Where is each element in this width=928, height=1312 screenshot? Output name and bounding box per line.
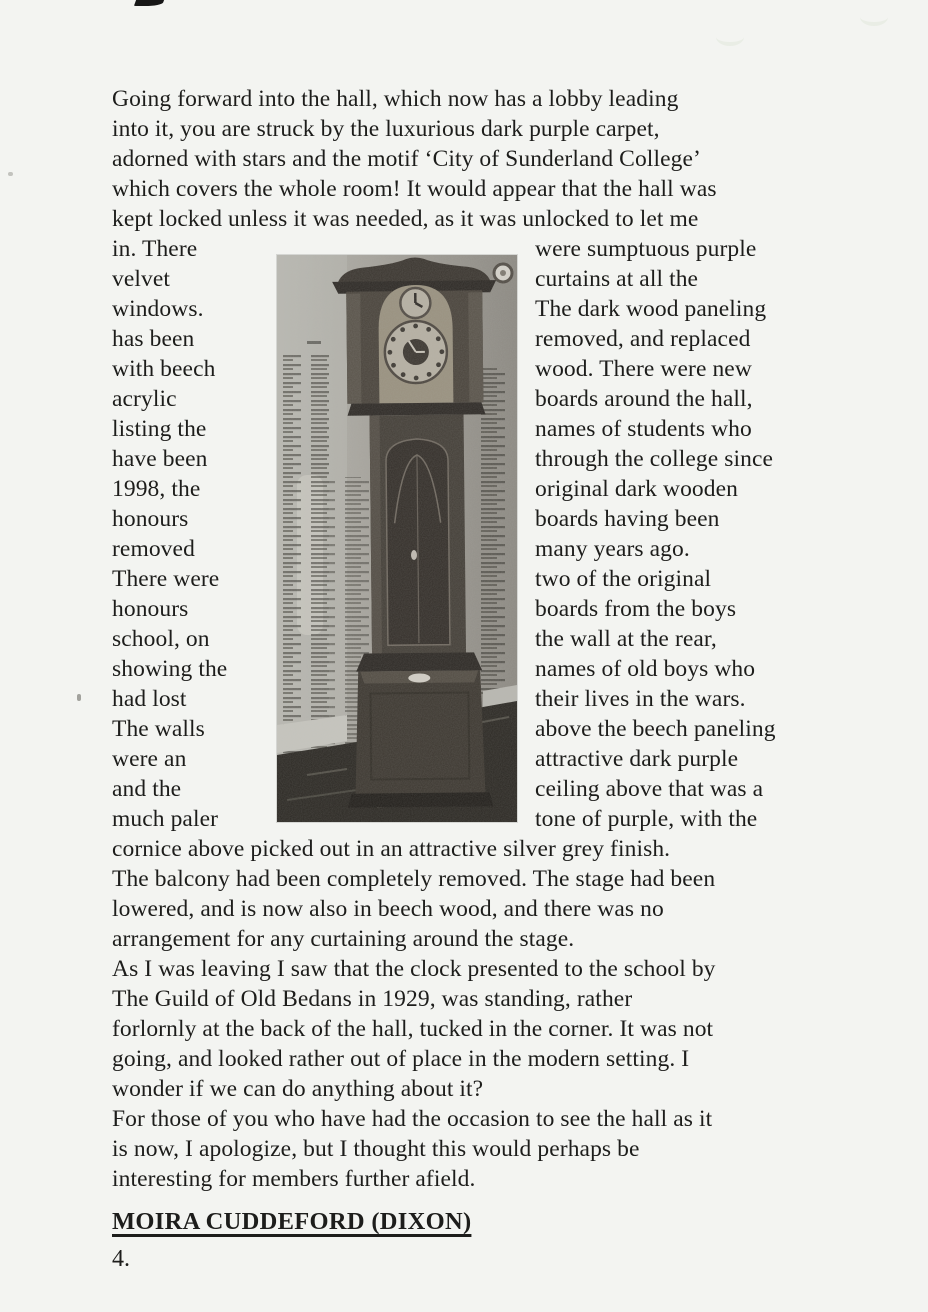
text-line: curtains at all the [535, 266, 699, 292]
paragraph-clock [112, 954, 882, 1104]
text-line: through the college since [535, 446, 774, 472]
text-line: windows. [112, 296, 204, 322]
text-line: boards having been [535, 506, 720, 532]
text-line: acrylic [112, 386, 177, 412]
text-line: were sumptuous purple [535, 236, 757, 262]
scan-artifact-speck [8, 172, 13, 176]
text-line: had lost [112, 686, 187, 712]
text-line: attractive dark purple [535, 746, 739, 772]
text-line: showing the [112, 656, 228, 682]
text-line: There were [112, 566, 220, 592]
paragraph-intro [112, 84, 882, 234]
text-line: boards around the hall, [535, 386, 753, 412]
text-line: names of students who [535, 416, 752, 442]
scan-artifact-swirl [860, 8, 888, 26]
grandfather-clock-photo [277, 255, 517, 822]
text-line: into it, you are struck by the luxurious dark purple carpet, [112, 116, 660, 142]
text-line: have been [112, 446, 208, 472]
text-line: interesting for members further afield. [112, 1166, 476, 1192]
text-line: arrangement for any curtaining around the stage. [112, 926, 575, 952]
scan-artifact-top-mark [134, 0, 164, 6]
text-line: which covers the whole room! It would appear that the hall was [112, 176, 717, 202]
text-line: honours [112, 596, 189, 622]
text-line: original dark wooden [535, 476, 739, 502]
text-line: The walls [112, 716, 205, 742]
text-line: ceiling above that was a [535, 776, 764, 802]
text-line: As I was leaving I saw that the clock presented to the school by [112, 956, 716, 982]
text-line: names of old boys who [535, 656, 756, 682]
text-line: velvet [112, 266, 171, 292]
text-line: boards from the boys [535, 596, 737, 622]
text-line: 1998, the [112, 476, 201, 502]
text-line: school, on [112, 626, 210, 652]
wrap-right-column [535, 234, 885, 834]
page-number: 4. [112, 1246, 130, 1272]
text-line: is now, I apologize, but I thought this would perhaps be [112, 1136, 640, 1162]
text-line: removed, and replaced [535, 326, 751, 352]
paragraph-apology [112, 1104, 882, 1194]
text-line: with beech [112, 356, 216, 382]
author-name: MOIRA CUDDEFORD (DIXON) [112, 1208, 472, 1235]
text-line: above the beech paneling [535, 716, 776, 742]
text-line: much paler [112, 806, 219, 832]
text-line: their lives in the wars. [535, 686, 746, 712]
scan-artifact-swirl [716, 28, 744, 46]
wrap-left-column [112, 234, 282, 834]
text-line: The dark wood paneling [535, 296, 767, 322]
text-line: For those of you who have had the occasion to see the hall as it [112, 1106, 713, 1132]
text-line: cornice above picked out in an attractive silver grey finish. [112, 836, 671, 862]
text-line: were an [112, 746, 187, 772]
photo-grain-overlay [277, 255, 517, 822]
text-line: wonder if we can do anything about it? [112, 1076, 484, 1102]
text-line: the wall at the rear, [535, 626, 717, 652]
paragraph-hall-changes [112, 834, 882, 954]
text-line: in. There [112, 236, 198, 262]
scan-artifact-speck [77, 694, 81, 701]
text-line: The balcony had been completely removed. The stage had been [112, 866, 716, 892]
text-line: The Guild of Old Bedans in 1929, was standing, rather [112, 986, 633, 1012]
grandfather-clock-illustration [277, 255, 517, 822]
text-line: lowered, and is now also in beech wood, and there was no [112, 896, 664, 922]
text-line: wood. There were new [535, 356, 752, 382]
text-line: honours [112, 506, 189, 532]
text-line: has been [112, 326, 195, 352]
text-line: adorned with stars and the motif ‘City of Sunderland College’ [112, 146, 701, 172]
text-line: two of the original [535, 566, 712, 592]
text-line: going, and looked rather out of place in the modern setting. I [112, 1046, 690, 1072]
text-line: removed [112, 536, 195, 562]
text-line: and the [112, 776, 182, 802]
text-line: listing the [112, 416, 207, 442]
text-line: tone of purple, with the [535, 806, 758, 832]
text-line: many years ago. [535, 536, 690, 562]
text-line: kept locked unless it was needed, as it was unlocked to let me [112, 206, 699, 232]
text-line: Going forward into the hall, which now has a lobby leading [112, 86, 679, 112]
text-line: forlornly at the back of the hall, tucked in the corner. It was not [112, 1016, 714, 1042]
